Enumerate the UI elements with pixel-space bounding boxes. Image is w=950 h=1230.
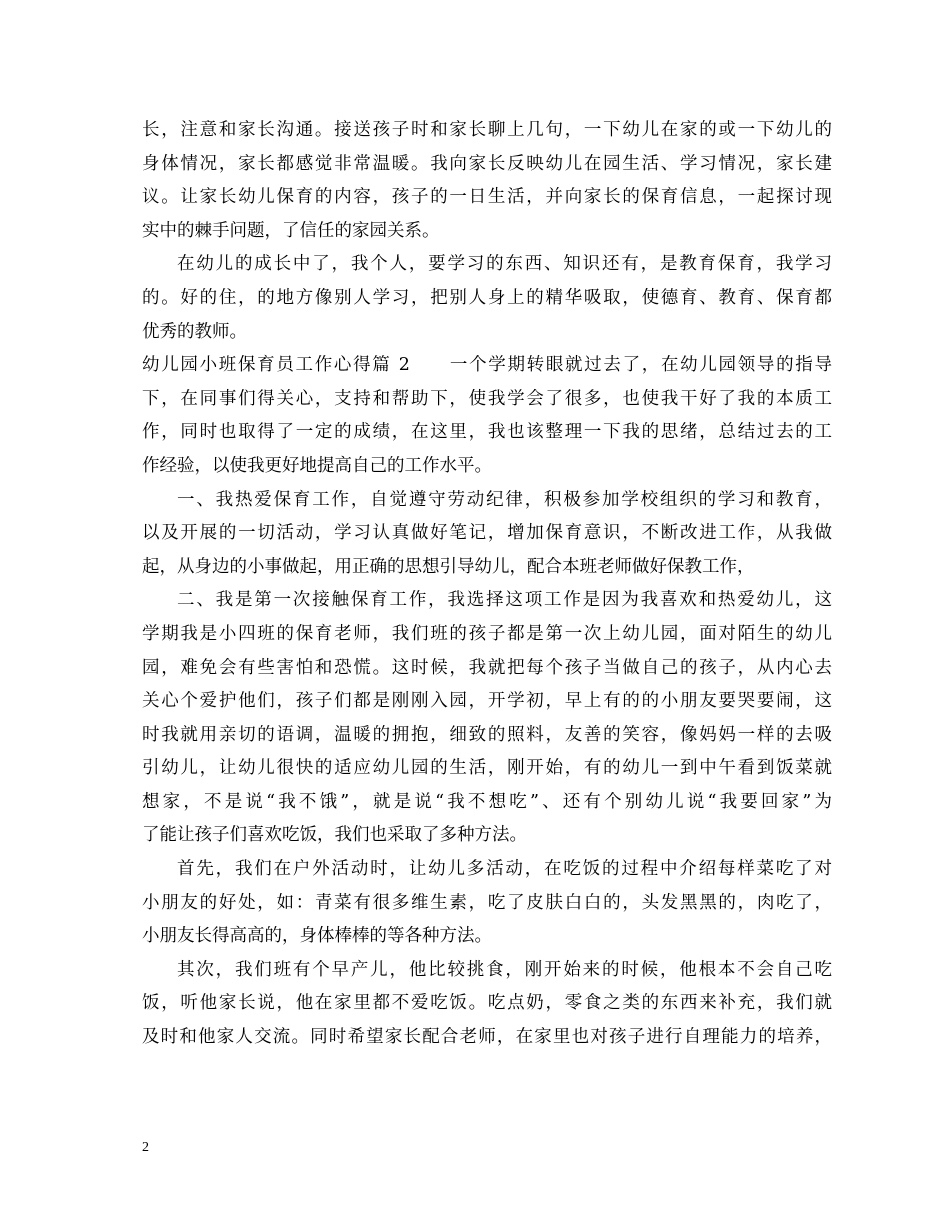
text-line: 长，注意和家长沟通。接送孩子时和家长聊上几句，一下幼儿在家的或一下幼儿的 (142, 120, 832, 140)
text-line: 下，在同事们得关心，支持和帮助下，使我学会了很多，也使我干好了我的本质工 (142, 388, 832, 409)
paragraph-first-line: 在幼儿的成长中了，我个人，要学习的东西、知识还有，是教育保育，我学习 (177, 254, 832, 275)
text-line: 引幼儿，让幼儿很快的适应幼儿园的生活，刚开始，有的幼儿一到中午看到饭菜就 (142, 758, 832, 779)
text-line: 作，同时也取得了一定的成绩，在这里，我也该整理一下我的思绪，总结过去的工 (142, 422, 832, 443)
section-title-line: 幼儿园小班保育员工作心得篇 2 一个学期转眼就过去了，在幼儿园领导的指导 (142, 355, 832, 376)
text-line: 关心个爱护他们，孩子们都是刚刚入园，开学初，早上有的的小朋友要哭要闹，这 (142, 691, 832, 712)
text-line: 小朋友长得高高的，身体棒棒的等各种方法。 (142, 926, 492, 947)
paragraph-first-line: 其次，我们班有个早产儿，他比较挑食，刚开始来的时候，他根本不会自己吃 (177, 959, 832, 980)
text-line: 饭，听他家长说，他在家里都不爱吃饭。吃点奶，零食之类的东西来补充，我们就 (142, 993, 832, 1014)
text-line: 优秀的教师。 (142, 321, 247, 342)
body-text (142, 114, 832, 1055)
paragraph-first-line: 一、我热爱保育工作，自觉遵守劳动纪律，积极参加学校组织的学习和教育， (177, 489, 832, 510)
text-line: 园，难免会有些害怕和恐慌。这时候，我就把每个孩子当做自己的孩子，从内心去 (142, 657, 832, 678)
text-line: 学期我是小四班的保育老师，我们班的孩子都是第一次上幼儿园，面对陌生的幼儿 (142, 623, 832, 644)
paragraph-first-line: 二、我是第一次接触保育工作，我选择这项工作是因为我喜欢和热爱幼儿，这 (177, 590, 832, 611)
text-line: 身体情况，家长都感觉非常温暖。我向家长反映幼儿在园生活、学习情况，家长建 (142, 153, 832, 174)
text-line: 时我就用亲切的语调，温暖的拥抱，细致的照料，友善的笑容，像妈妈一样的去吸 (142, 724, 832, 745)
text-line: 想家，不是说“我不饿”，就是说“我不想吃”、还有个别幼儿说“我要回家”为 (142, 791, 832, 812)
text-line: 及时和他家人交流。同时希望家长配合老师，在家里也对孩子进行自理能力的培养， (142, 1027, 832, 1048)
paragraph-first-line: 首先，我们在户外活动时，让幼儿多活动，在吃饭的过程中介绍每样菜吃了对 (177, 859, 832, 880)
text-line: 的。好的住，的地方像别人学习，把别人身上的精华吸取，使德育、教育、保育都 (142, 287, 832, 308)
text-line: 实中的棘手问题，了信任的家园关系。 (142, 220, 440, 241)
text-line: 作经验，以使我更好地提高自己的工作水平。 (142, 455, 492, 476)
text-line: 起，从身边的小事做起，用正确的思想引导幼儿，配合本班老师做好保教工作， (142, 556, 755, 577)
text-line: 了能让孩子们喜欢吃饭，我们也采取了多种方法。 (142, 825, 527, 846)
text-line: 议。让家长幼儿保育的内容，孩子的一日生活，并向家长的保育信息，一起探讨现 (142, 187, 832, 208)
text-line: 以及开展的一切活动，学习认真做好笔记，增加保育意识，不断改进工作，从我做 (142, 523, 832, 544)
text-line: 小朋友的好处，如：青菜有很多维生素，吃了皮肤白白的，头发黑黑的，肉吃了， (142, 892, 832, 913)
page-number: 2 (142, 1140, 149, 1155)
